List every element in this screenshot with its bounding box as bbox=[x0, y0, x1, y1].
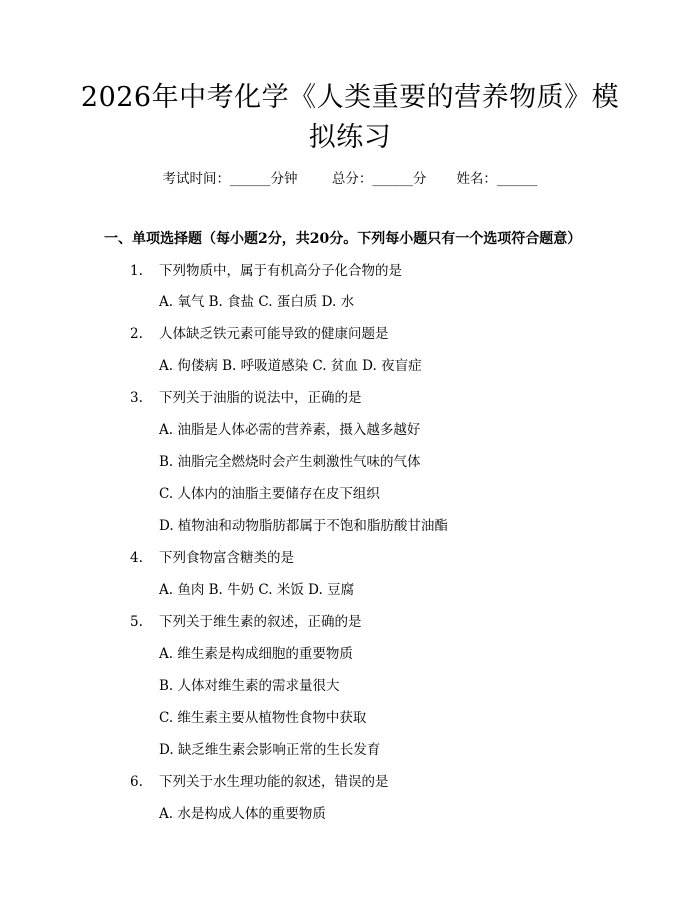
exam-info-line bbox=[0, 169, 700, 189]
question-3-option-b: B. 油脂完全燃烧时会产生刺激性气味的气体 bbox=[159, 454, 421, 470]
question-number: 6. bbox=[130, 774, 143, 790]
question-text: 下列关于水生理功能的叙述，错误的是 bbox=[159, 774, 389, 790]
question-text: 下列关于油脂的说法中，正确的是 bbox=[159, 390, 362, 406]
question-5-option-b: B. 人体对维生素的需求量很大 bbox=[159, 678, 340, 694]
section-heading: 一、单项选择题（每小题2分，共20分。下列每小题只有一个选项符合题意） bbox=[104, 231, 582, 247]
exam-time-field: 考试时间：______分钟 bbox=[162, 171, 298, 187]
question-6-option-a: A. 水是构成人体的重要物质 bbox=[159, 806, 326, 822]
question-number: 3. bbox=[130, 390, 143, 406]
question-5-option-c: C. 维生素主要从植物性食物中获取 bbox=[159, 710, 367, 726]
question-text: 下列关于维生素的叙述，正确的是 bbox=[159, 614, 362, 630]
question-text: 人体缺乏铁元素可能导致的健康问题是 bbox=[159, 326, 389, 342]
question-text: 下列物质中，属于有机高分子化合物的是 bbox=[159, 263, 402, 279]
question-3-option-c: C. 人体内的油脂主要储存在皮下组织 bbox=[159, 486, 380, 502]
total-score-field: 总分：______分 bbox=[331, 171, 427, 187]
document-title: 2026年中考化学《人类重要的营养物质》模拟练习 bbox=[80, 82, 620, 153]
student-name-field: 姓名：______ bbox=[456, 171, 538, 187]
question-4-options: A. 鱼肉 B. 牛奶 C. 米饭 D. 豆腐 bbox=[159, 582, 355, 598]
question-5-option-a: A. 维生素是构成细胞的重要物质 bbox=[159, 646, 353, 662]
question-number: 2. bbox=[130, 326, 143, 342]
question-number: 4. bbox=[130, 550, 143, 566]
question-2-options: A. 佝偻病 B. 呼吸道感染 C. 贫血 D. 夜盲症 bbox=[159, 358, 422, 374]
question-3-option-d: D. 植物油和动物脂肪都属于不饱和脂肪酸甘油酯 bbox=[159, 518, 448, 534]
question-number: 1. bbox=[130, 263, 143, 279]
question-text: 下列食物富含糖类的是 bbox=[159, 550, 294, 566]
question-number: 5. bbox=[130, 614, 143, 630]
question-3-option-a: A. 油脂是人体必需的营养素，摄入越多越好 bbox=[159, 422, 421, 438]
question-5-option-d: D. 缺乏维生素会影响正常的生长发育 bbox=[159, 742, 381, 758]
question-1-options: A. 氧气 B. 食盐 C. 蛋白质 D. 水 bbox=[159, 294, 355, 310]
